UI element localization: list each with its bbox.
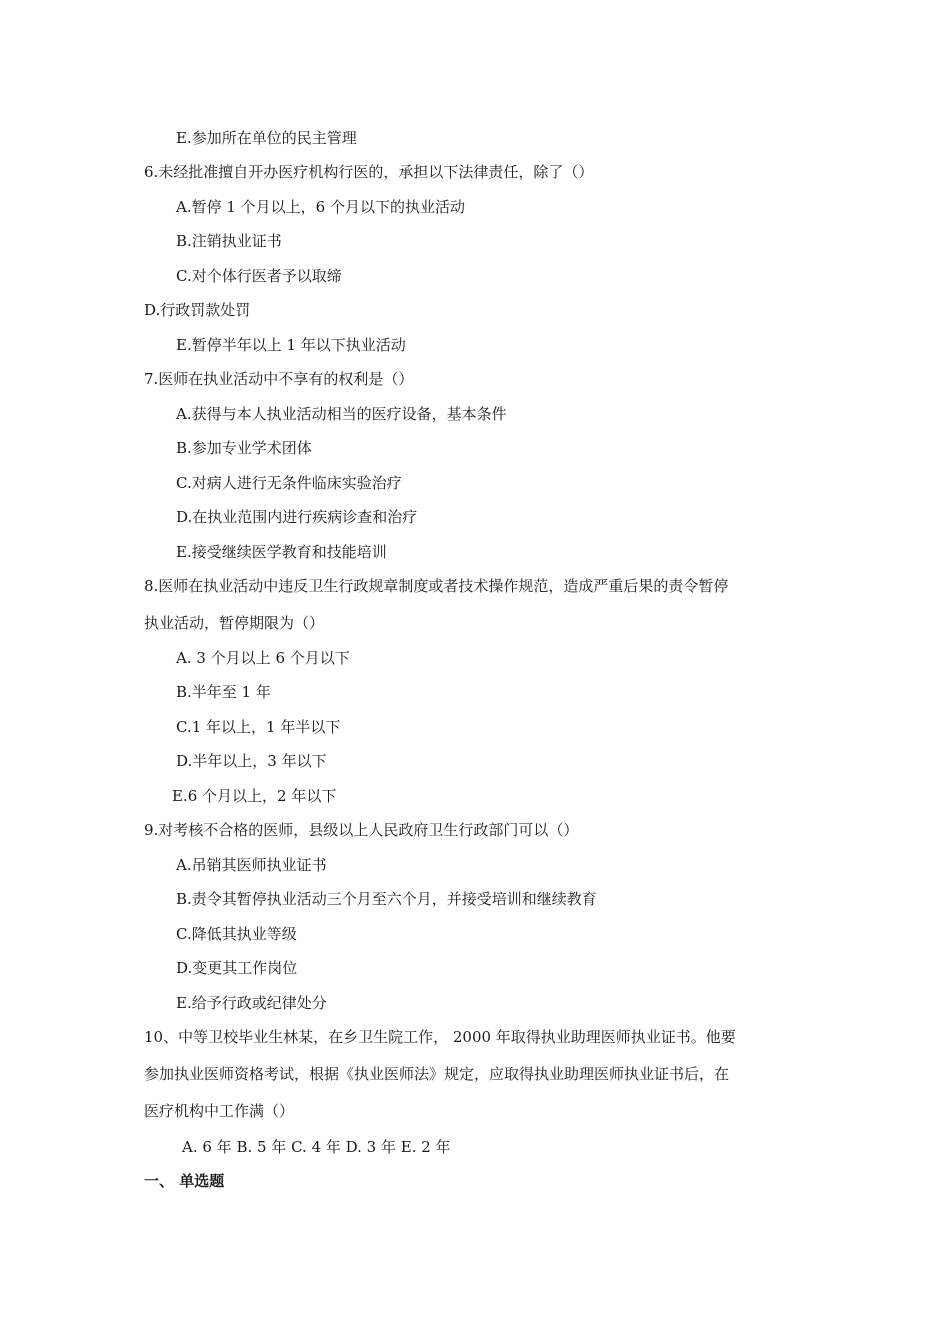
question-line: 9.对考核不合格的医师，县级以上人民政府卫生行政部门可以（）	[144, 821, 579, 839]
option-line: A. 6 年 B. 5 年 C. 4 年 D. 3 年 E. 2 年	[182, 1138, 451, 1156]
option-line: E.6 个月以上，2 年以下	[172, 787, 337, 805]
option-line: E.接受继续医学教育和技能培训	[176, 543, 387, 561]
option-line: A. 3 个月以上 6 个月以下	[176, 649, 350, 667]
option-line: D.变更其工作岗位	[176, 959, 298, 977]
question-line: 7.医师在执业活动中不享有的权利是（）	[144, 370, 414, 388]
question-line: 8.医师在执业活动中违反卫生行政规章制度或者技术操作规范，造成严重后果的责令暂停	[144, 577, 729, 595]
option-line: A.吊销其医师执业证书	[176, 856, 327, 874]
option-line: C.对病人进行无条件临床实验治疗	[176, 474, 402, 492]
option-line: D.行政罚款处罚	[144, 301, 251, 319]
option-line: A.获得与本人执业活动相当的医疗设备，基本条件	[176, 405, 507, 423]
option-line: C.降低其执业等级	[176, 925, 297, 943]
option-line: D.在执业范围内进行疾病诊查和治疗	[176, 508, 418, 526]
option-line: B.半年至 1 年	[176, 683, 271, 701]
section-heading: 一、 单选题	[144, 1172, 225, 1190]
option-line: A.暂停 1 个月以上，6 个月以下的执业活动	[176, 198, 465, 216]
question-line: 执业活动，暂停期限为（）	[144, 614, 325, 632]
option-line: B.参加专业学术团体	[176, 439, 312, 457]
option-line: E.暂停半年以上 1 年以下执业活动	[176, 336, 406, 354]
question-line: 医疗机构中工作满（）	[144, 1102, 295, 1120]
option-line: B.注销执业证书	[176, 232, 282, 250]
option-line: C.对个体行医者予以取缔	[176, 267, 342, 285]
option-line: B.责令其暂停执业活动三个月至六个月，并接受培训和继续教育	[176, 890, 597, 908]
question-line: 10、中等卫校毕业生林某，在乡卫生院工作， 2000 年取得执业助理医师执业证书。他要	[144, 1028, 736, 1046]
question-line: 6.未经批准擅自开办医疗机构行医的，承担以下法律责任，除了（）	[144, 163, 594, 181]
option-line: C.1 年以上，1 年半以下	[176, 718, 341, 736]
option-line: D.半年以上，3 年以下	[176, 752, 327, 770]
option-line: E.参加所在单位的民主管理	[176, 129, 357, 147]
option-line: E.给予行政或纪律处分	[176, 994, 327, 1012]
question-line: 参加执业医师资格考试，根据《执业医师法》规定，应取得执业助理医师执业证书后，在	[144, 1065, 730, 1083]
